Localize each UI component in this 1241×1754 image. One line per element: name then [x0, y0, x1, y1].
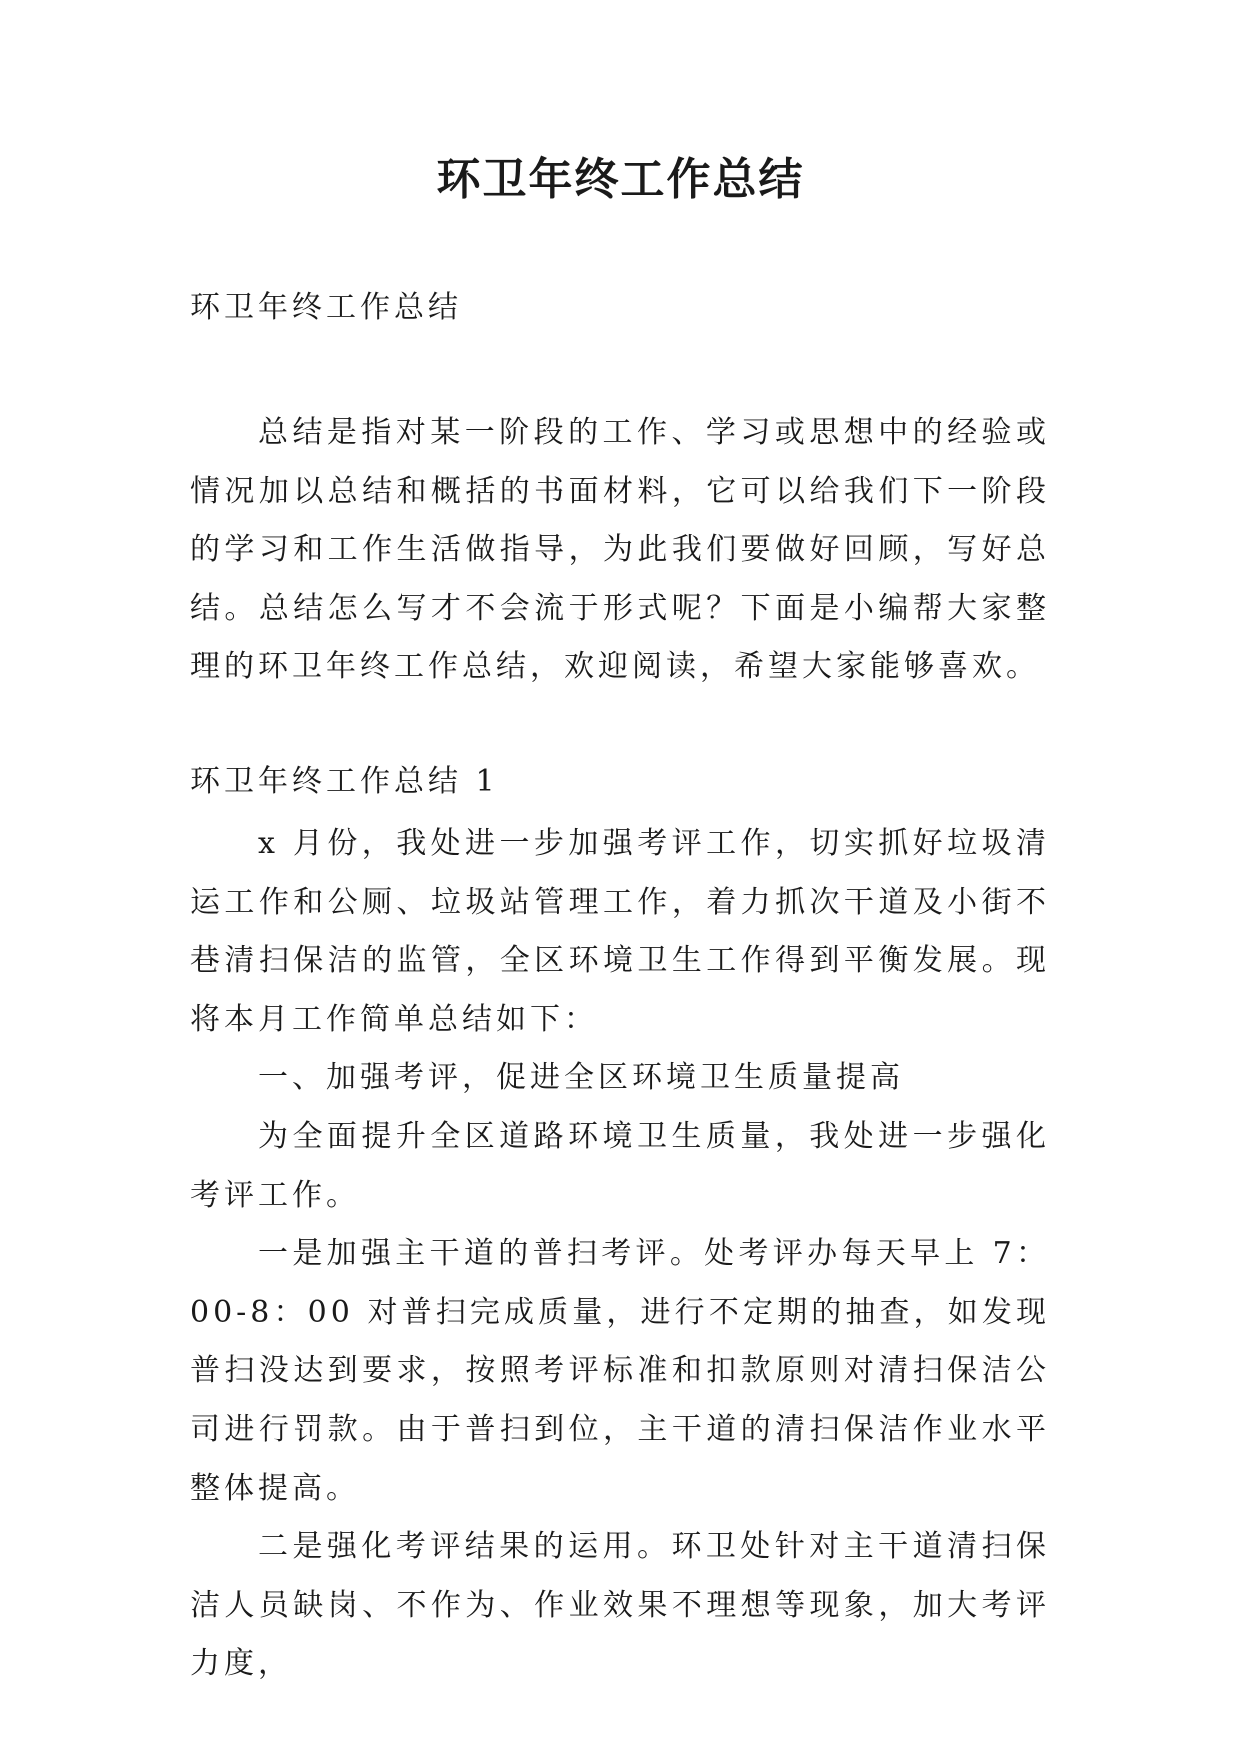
body-paragraph-heading: 一、加强考评，促进全区环境卫生质量提高	[258, 1060, 904, 1096]
document-subtitle: 环卫年终工作总结	[190, 290, 462, 325]
body-paragraph: 一是加强主干道的普扫考评。处考评办每天早上 7：00-8：00 对普扫完成质量，进行不定期的抽查，如发现普扫没达到要求，按照考评标准和扣款原则对清扫保洁公司进行罚款。由于普扫到位，主干道的清扫保洁作业水平整体提高。	[190, 1236, 1050, 1506]
intro-paragraph: 总结是指对某一阶段的工作、学习或思想中的经验或情况加以总结和概括的书面材料，它可以给我们下一阶段的学习和工作生活做指导，为此我们要做好回顾，写好总结。总结怎么写才不会流于形式呢？下面是小编帮大家整理的环卫年终工作总结，欢迎阅读，希望大家能够喜欢。	[190, 415, 1050, 684]
section-body	[190, 815, 1050, 1694]
body-paragraph: 为全面提升全区道路环境卫生质量，我处进一步强化考评工作。	[190, 1118, 1050, 1213]
body-paragraph: x 月份，我处进一步加强考评工作，切实抓好垃圾清运工作和公厕、垃圾站管理工作，着力抓次干道及小街不巷清扫保洁的监管，全区环境卫生工作得到平衡发展。现将本月工作简单总结如下：	[190, 826, 1050, 1037]
document-title: 环卫年终工作总结	[436, 154, 805, 205]
section-heading: 环卫年终工作总结 1	[190, 764, 499, 799]
body-paragraph: 二是强化考评结果的运用。环卫处针对主干道清扫保洁人员缺岗、不作为、作业效果不理想等现象，加大考评力度，	[190, 1529, 1050, 1682]
